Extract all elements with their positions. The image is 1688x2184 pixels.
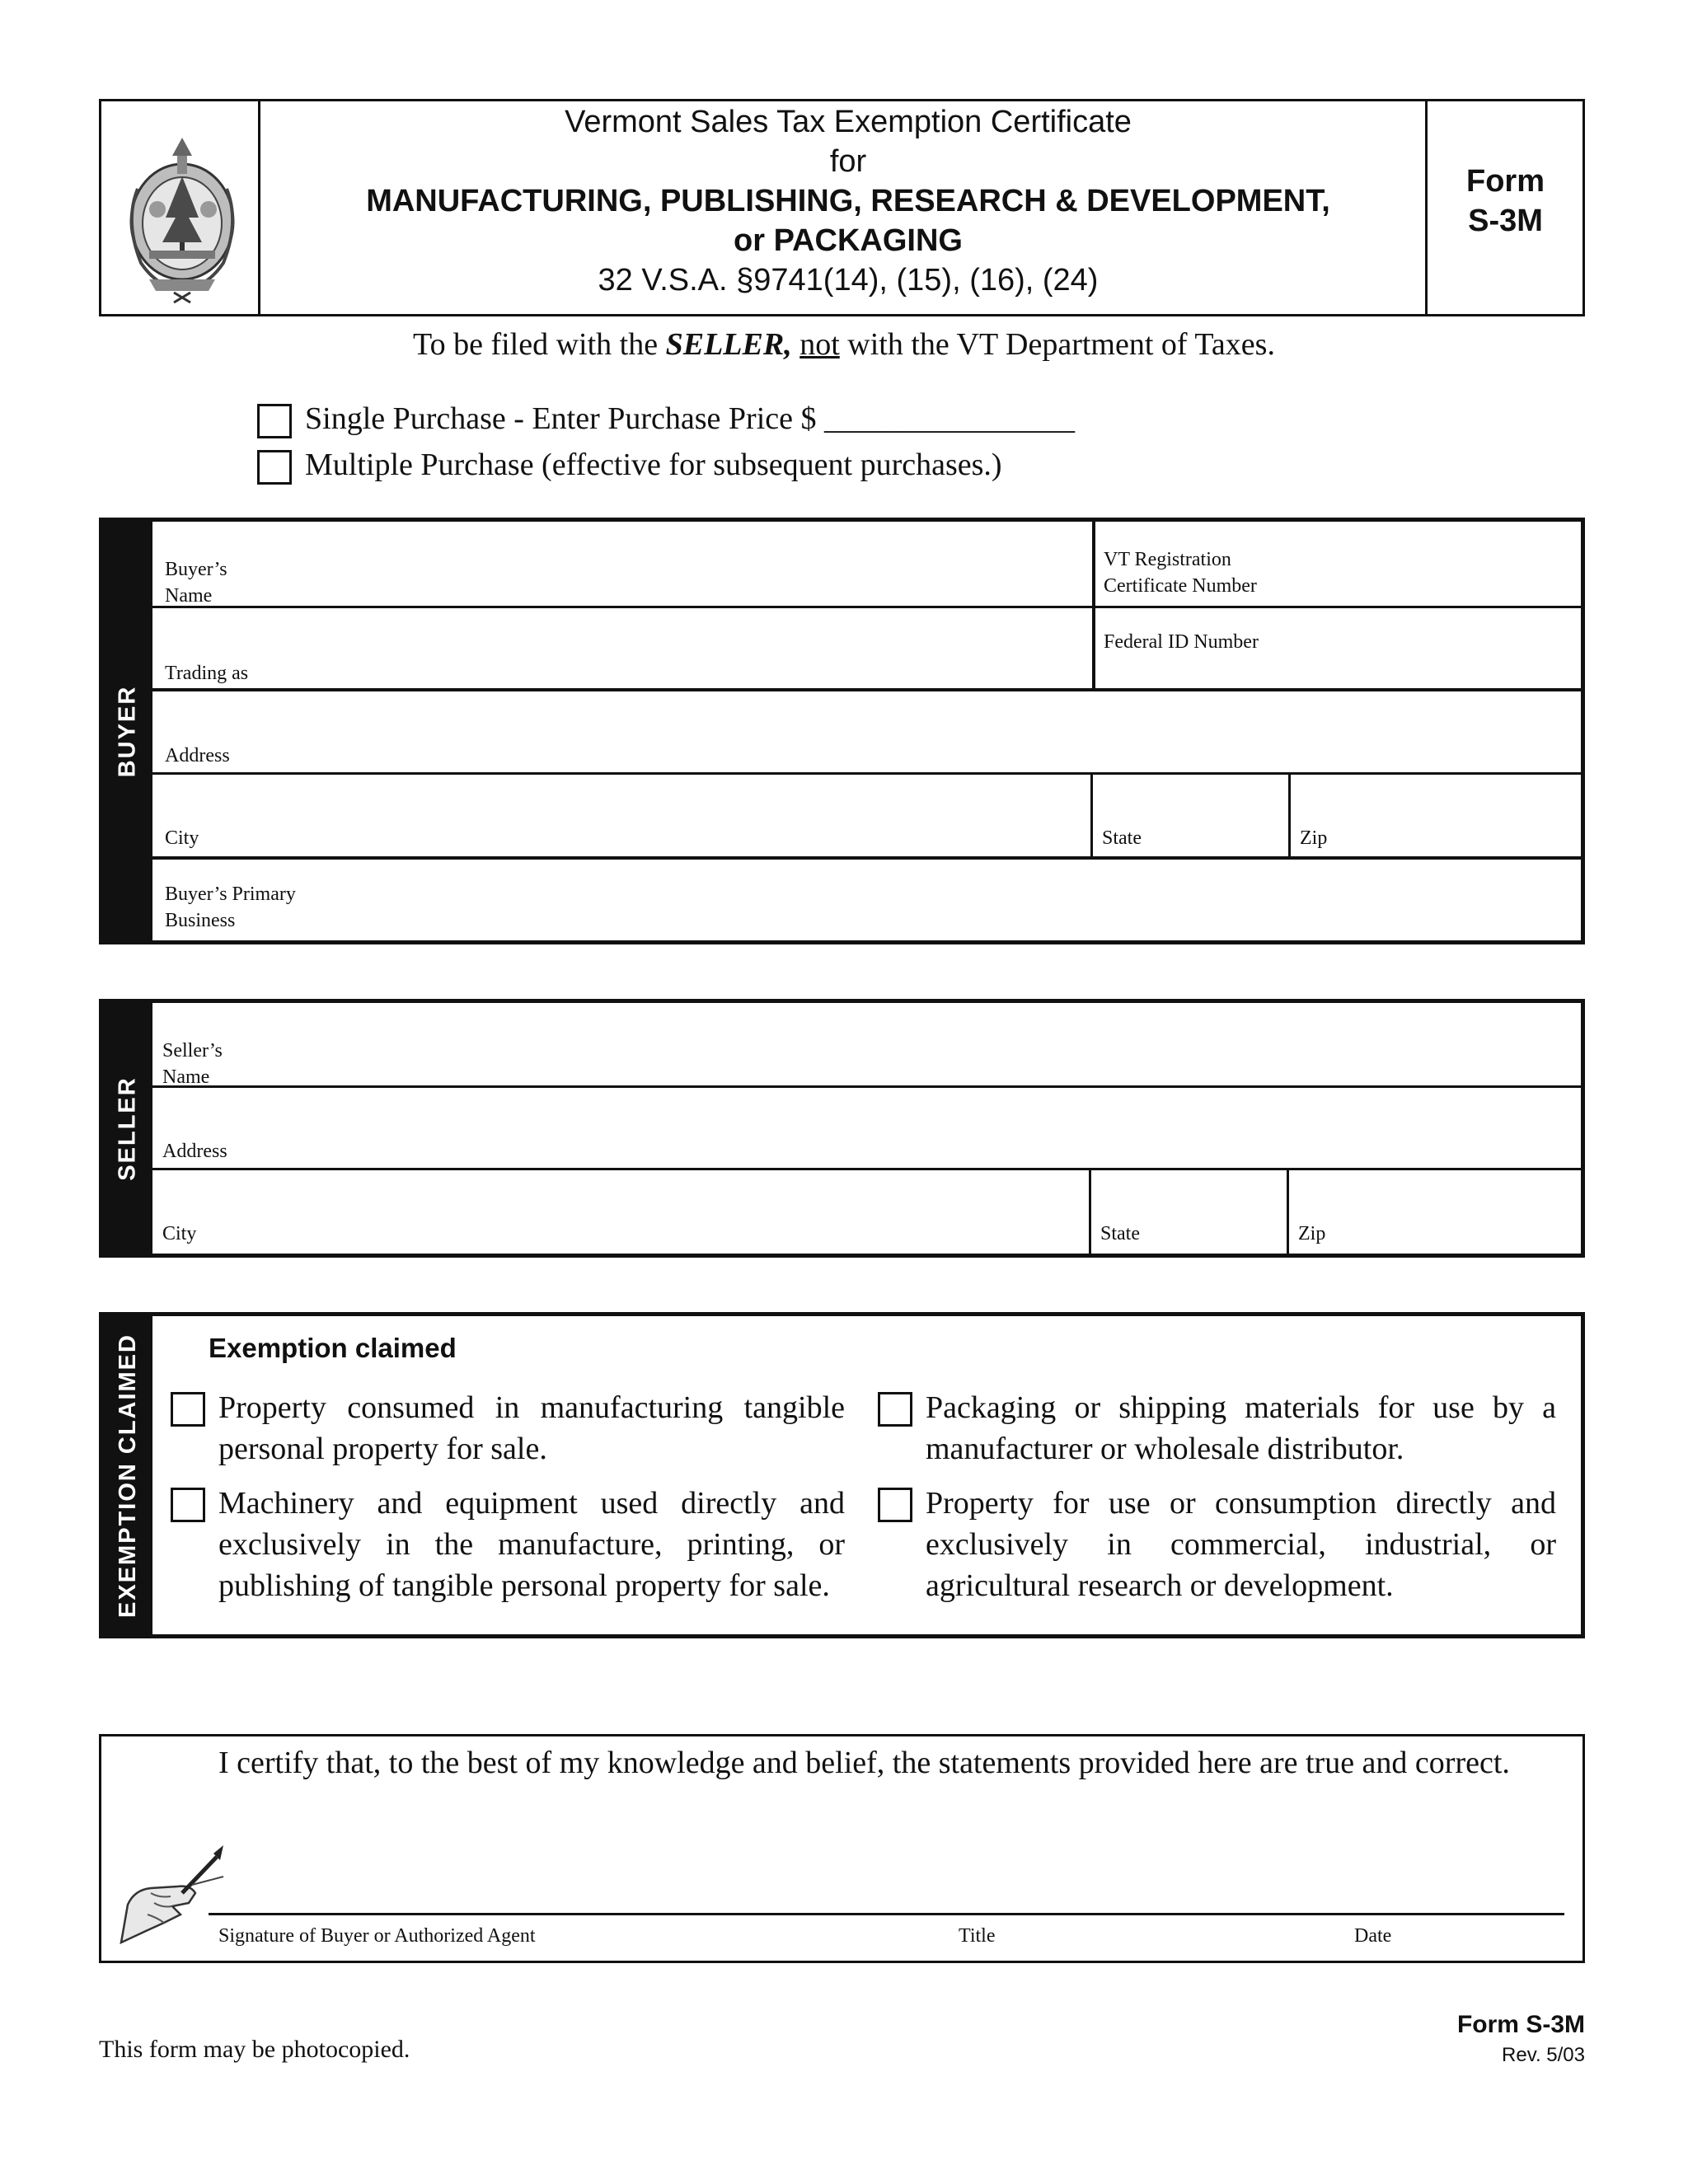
exemption-section-tab: EXEMPTION CLAIMED — [103, 1316, 152, 1634]
footer-form-id: Form S-3M — [1456, 2011, 1585, 2038]
vermont-seal-icon — [116, 131, 248, 304]
statute-reference: 32 V.S.A. §9741(14), (15), (16), (24) — [598, 263, 1099, 298]
form-number: S-3M — [1468, 204, 1543, 238]
buyer-city-label: City — [165, 827, 199, 849]
seller-name-label: Seller’s Name — [162, 1040, 223, 1088]
trading-as-label: Trading as — [165, 663, 249, 684]
exemption-research-label: Property for use or consumption directly and exclusively in commercial, industrial, or agricultural research or development. — [926, 1486, 1556, 1603]
footer-revision: Rev. 5/03 — [1502, 2044, 1585, 2066]
buyer-city-field[interactable] — [235, 777, 1084, 853]
form-header — [99, 99, 1585, 316]
seller-address-label: Address — [162, 1141, 227, 1162]
single-purchase-checkbox[interactable] — [257, 404, 292, 438]
exemption-packaging-label: Packaging or shipping materials for use by a manufacturer or wholesale distributor. — [926, 1390, 1556, 1466]
filing-note: To be filed with the SELLER, not with the VT Department of Taxes. — [413, 327, 1275, 362]
title-line-4: or PACKAGING — [734, 223, 963, 258]
signature-field[interactable] — [217, 1860, 1552, 1910]
vt-registration-field[interactable] — [1323, 527, 1578, 602]
primary-business-label: Buyer’s Primary Business — [165, 883, 296, 931]
seller-state-field[interactable] — [1166, 1173, 1282, 1249]
title-label: Title — [959, 1925, 996, 1947]
buyer-section — [99, 518, 1585, 944]
exemption-section — [99, 1312, 1585, 1638]
buyer-zip-field[interactable] — [1339, 777, 1578, 853]
exemption-research-checkbox[interactable] — [878, 1488, 912, 1522]
header-divider-left — [258, 101, 260, 314]
federal-id-field[interactable] — [1273, 611, 1578, 685]
seller-section-tab: SELLER — [103, 1003, 152, 1254]
trading-as-field[interactable] — [317, 611, 1076, 685]
seller-zip-label: Zip — [1298, 1223, 1326, 1244]
exemption-manufacturing-checkbox[interactable] — [171, 1392, 205, 1427]
primary-business-field[interactable] — [342, 863, 1578, 939]
exemption-machinery-label: Machinery and equipment used directly and exclusively in the manufacture, printing, or publishing of tangible personal property for sale. — [218, 1486, 845, 1603]
signature-label: Signature of Buyer or Authorized Agent — [218, 1925, 536, 1947]
multiple-purchase-checkbox[interactable] — [257, 450, 292, 485]
buyer-address-field[interactable] — [268, 695, 1578, 769]
certification-box — [99, 1734, 1585, 1963]
seller-city-field[interactable] — [235, 1173, 1084, 1249]
buyer-section-tab: BUYER — [103, 522, 152, 940]
hand-pen-icon — [113, 1844, 228, 1947]
exemption-manufacturing-label: Property consumed in manufacturing tangible personal property for sale. — [218, 1390, 845, 1466]
photocopy-note: This form may be photocopied. — [99, 2036, 410, 2063]
not-emphasis: not — [799, 327, 840, 362]
buyer-zip-label: Zip — [1300, 827, 1328, 849]
vt-registration-label: VT Registration Certificate Number — [1104, 549, 1257, 597]
exemption-packaging-checkbox[interactable] — [878, 1392, 912, 1427]
date-label: Date — [1354, 1925, 1392, 1947]
buyer-address-label: Address — [165, 745, 230, 766]
buyer-name-label: Buyer’s Name — [165, 559, 227, 607]
exemption-machinery-checkbox[interactable] — [171, 1488, 205, 1522]
buyer-state-label: State — [1102, 827, 1142, 849]
title-line-2: for — [829, 144, 867, 179]
exemption-heading: Exemption claimed — [209, 1333, 457, 1363]
seller-name-field[interactable] — [284, 1008, 1578, 1082]
seller-emphasis: SELLER, — [665, 327, 792, 362]
title-line-3: MANUFACTURING, PUBLISHING, RESEARCH & DEVELOPMENT, — [366, 184, 1330, 218]
single-purchase-label: Single Purchase - Enter Purchase Price $ ________________ — [305, 401, 1075, 436]
buyer-state-field[interactable] — [1166, 777, 1282, 853]
form-label: Form — [1466, 164, 1545, 199]
buyer-name-field[interactable] — [317, 527, 1076, 602]
certification-statement: I certify that, to the best of my knowledge and belief, the statements provided here are true and correct. — [218, 1746, 1510, 1780]
federal-id-label: Federal ID Number — [1104, 631, 1259, 653]
signature-line — [209, 1913, 1564, 1915]
seller-state-label: State — [1100, 1223, 1140, 1244]
multiple-purchase-label: Multiple Purchase (effective for subsequent purchases.) — [305, 448, 1002, 482]
title-line-1: Vermont Sales Tax Exemption Certificate — [565, 105, 1132, 139]
seller-city-label: City — [162, 1223, 197, 1244]
seller-section — [99, 999, 1585, 1258]
seller-address-field[interactable] — [268, 1090, 1578, 1165]
seller-zip-field[interactable] — [1339, 1173, 1578, 1249]
